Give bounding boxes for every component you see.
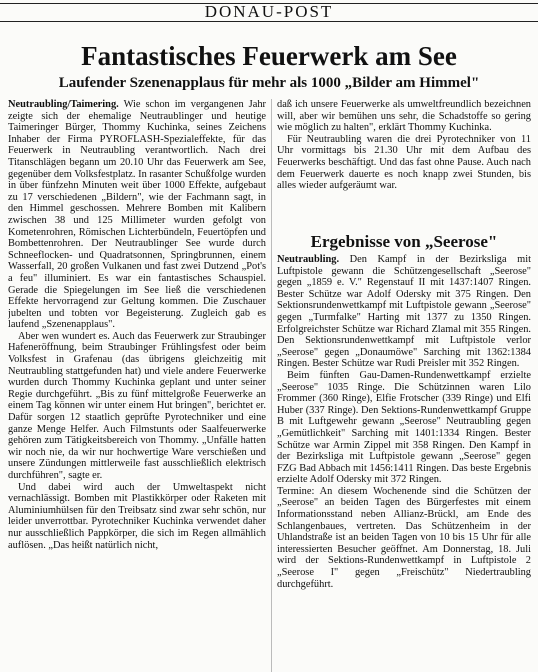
- article-paragraph: Aber wen wundert es. Auch das Feuerwerk zur Straubinger Hafeneröffnung, beim Straubinger Frühlingsfest oder beim Volksfest in Grafenau (das übrigens gleichzeitig mit Neutraubling stattgefunden hat) und viele andere Feuerwerke wurden durch Thommy Kuchinka geplant und unter seiner Regie durchgeführt. „Bis zu fünf mittelgroße Feuerwerke an einem Tag können wir unter einem Hut bringen", berichtet er. Dafür sorgen 12 staatlich geprüfte Pyrotechniker und eine ganze Menge Helfer. Auch Filmstunts oder Saalfeuerwerke gehören zum Tätigkeitsbereich von Thommy. „Unfälle hatten wir noch nie, da wir nur hochwertige Ware verschießen und unsere Zündungen mittlerweile fast ausschließlich elektrisch durchführen", sagte er.: [8, 330, 266, 481]
- results-heading: Ergebnisse von „Seerose": [310, 232, 498, 251]
- results-paragraph: Beim fünften Gau-Damen-Rundenwettkampf erzielte „Seerose" 1035 Ringe. Die Schützinnen waren Lilo Frommer (360 Ringe), Elfie Frotscher (339 Ringe) und Elfi Huber (337 Ringe). Den Sektions-Rundenwettkampf Gruppe B mit Luftgewehr gewann „Seerose" Neutraubling gegen „Gemütlichkeit" Sarching mit 1401:1334 Ringen. Bester Schütze war Armin Zippel mit 358 Ringen. Den Kampf in der Bezirksliga mit Luftpistole gewann „Seerose" gegen FZG Bad Abbach mit 1456:1411 Ringen. Das beste Ergebnis erzielte Adolf Odersky mit 372 Ringen.: [277, 369, 531, 486]
- article-subhead: Laufender Szenenapplaus für mehr als 1000 „Bilder am Himmel": [58, 75, 480, 91]
- article-paragraph: Für Neutraubling waren die drei Pyrotechniker von 11 Uhr vormittags bis 21.30 Uhr mit dem Aufbau des Feuerwerks beschäftigt. Und das fast ohne Pause. Auch nach dem Feuerwerk dauerte es noch knapp zwei Stunden, bis alles wieder aufgeräumt war.: [277, 133, 531, 192]
- masthead-bottom-rule: [0, 21, 538, 22]
- article-paragraph: daß ich unsere Feuerwerke als umweltfreundlich bezeichnen will, aber wir bemühen uns sehr, die Schadstoffe so gering wie möglich zu halten", erklärt Thommy Kuchinka.: [277, 99, 531, 134]
- column-divider: [271, 99, 272, 672]
- results-paragraph-text: Den Kampf in der Bezirksliga mit Luftpistole gewann die Schützengesellschaft „Seerose" gegen „1859 e. V." Regenstauf II mit 1437:1407 Ringen. Bester Schütze war Adolf Odersky mit 375 Ringen. Den Sektionsrundenwettkampf mit Luftpistole gewann „Seerose" gegen „Turmfalke" Harting mit 1377 zu 1350 Ringen. Erfolgreichster Schütze war Richard Zlamal mit 355 Ringen. Den Sektionsrundenwettkampf mit Luftpistole verlor „Seerose" gegen „Donaumöwe" Sarching mit 1362:1384 Ringen. Bester Schütze war Rudi Preisler mit 352 Ringen.: [277, 254, 531, 370]
- results-dateline: Neutraubling.: [277, 254, 340, 265]
- results-column: [277, 254, 531, 672]
- article-left-column: [8, 99, 266, 672]
- article-headline: Fantastisches Feuerwerk am See: [81, 41, 457, 71]
- article-dateline: Neutraubling/Taimering.: [8, 99, 119, 110]
- results-paragraph: [277, 254, 531, 370]
- results-paragraph: Termine: An diesem Wochenende sind die Schützen der „Seerose" an beiden Tagen des Bürgerfestes mit einem Informationsstand neben Allianz-Brückl, am Ende des Schlangenbaues, vertreten. Das Schützenheim in der Uhlandstraße ist an beiden Tagen von 10 bis 15 Uhr für alle interessierten Besucher geöffnet. Am Donnerstag, 18. Juli wird der Sektions-Rundenwettkampf in Luftpistole 2 „Seerose I" gegen „Freischütz" Niedertraubling durchgeführt.: [277, 485, 531, 590]
- article-paragraph: Und dabei wird auch der Umweltaspekt nicht vernachlässigt. Bomben mit Plastikkörper oder Raketen mit Aluminiumhülsen für den Treibsatz sind zwar sehr schön, nur leider unverrottbar. Pyrotechniker Kuchinka verwendet daher nur ausschließlich Pappkörper, die sich im Regen allmählich auflösen. „Das heißt natürlich nicht,: [8, 481, 266, 551]
- masthead: [0, 0, 538, 22]
- article-paragraph-text: Wie schon im vergangenen Jahr zeigte sich der ehemalige Neutraublinger und heutige Taimeringer Bürger, Thommy Kuchinka, seines Zeichens Inhaber der Firma PYROFLASH-Spezialeffekte, für das Feuerwerk in Neutraubling verantwortlich. Nach drei Titanschlägen begann um 20.10 Uhr das Feuerwerk am See, gegenüber dem Volksfestplatz. In rasanter Schußfolge wurden in über fünfzehn Minuten weit über 1000 Effekte, aufgebaut zu 17 verschiedenen „Bildern", wie der Fachmann sagt, in den Himmel geschossen. Mehrere Bomben mit Kalibern zwischen 38 und 125 Millimeter wurden gefolgt von Kometenrohren, Römischen Lichterbündeln, Feuertöpfen und Bombettenrohren. Der Neutraublinger See wurde durch Schneeflocken- und Quadratsonnen, Springbrunnen, einem Wasserfall, 20 großen Vulkanen und fast zwei Dutzend „Pot's a feu" illuminiert. Es war ein fantastisches Schauspiel. Gerade die Spiegelungen im See ließ die verschiedenen Effekte hervorragend zur Geltung kommen. Die Zuschauer jubelten und tobten vor Begeisterung. Zugleich gab es laufend „Szenenapplaus".: [8, 99, 266, 331]
- newspaper-name: DONAU-POST: [204, 2, 334, 21]
- article-paragraph: [8, 99, 266, 331]
